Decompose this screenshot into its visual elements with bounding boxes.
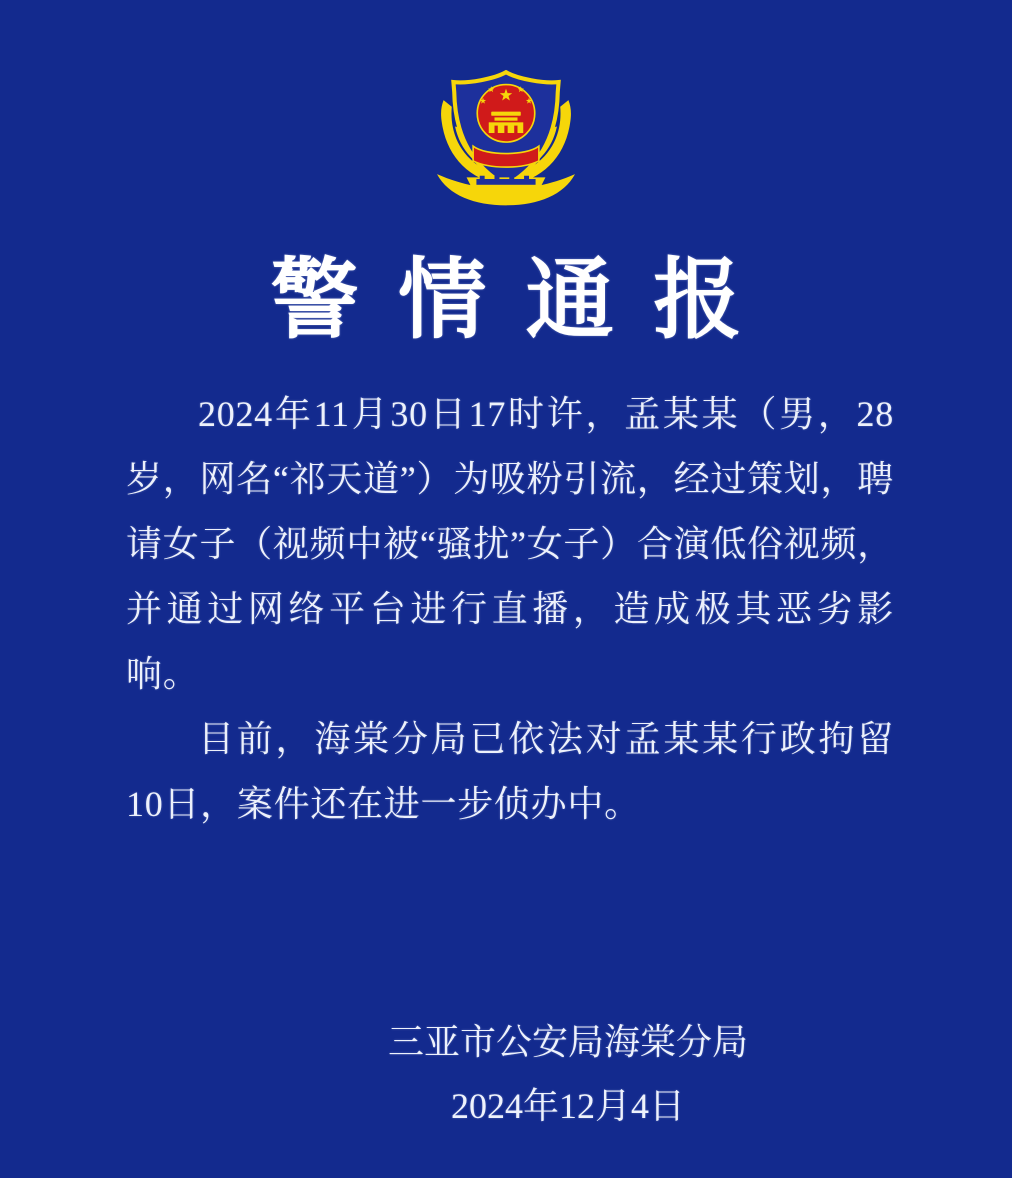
- police-badge-icon: [421, 64, 591, 216]
- notice-footer: [0, 1010, 1012, 1138]
- notice-paragraph-1: 2024年11月30日17时许，孟某某（男，28岁，网名“祁天道”）为吸粉引流，经过策划，聘请女子（视频中被“骚扰”女子）合演低俗视频，并通过网络平台进行直播，造成极其恶劣影响。: [126, 394, 894, 694]
- issue-date: 2024年12月4日: [450, 1086, 685, 1126]
- notice-paragraph-2: 目前，海棠分局已依法对孟某某行政拘留10日，案件还在进一步侦办中。: [126, 719, 894, 824]
- police-badge-emblem: [421, 64, 591, 216]
- issuing-authority: 三亚市公安局海棠分局: [387, 1022, 748, 1062]
- notice-body: [126, 382, 894, 837]
- notice-title: 警情通报: [270, 253, 781, 350]
